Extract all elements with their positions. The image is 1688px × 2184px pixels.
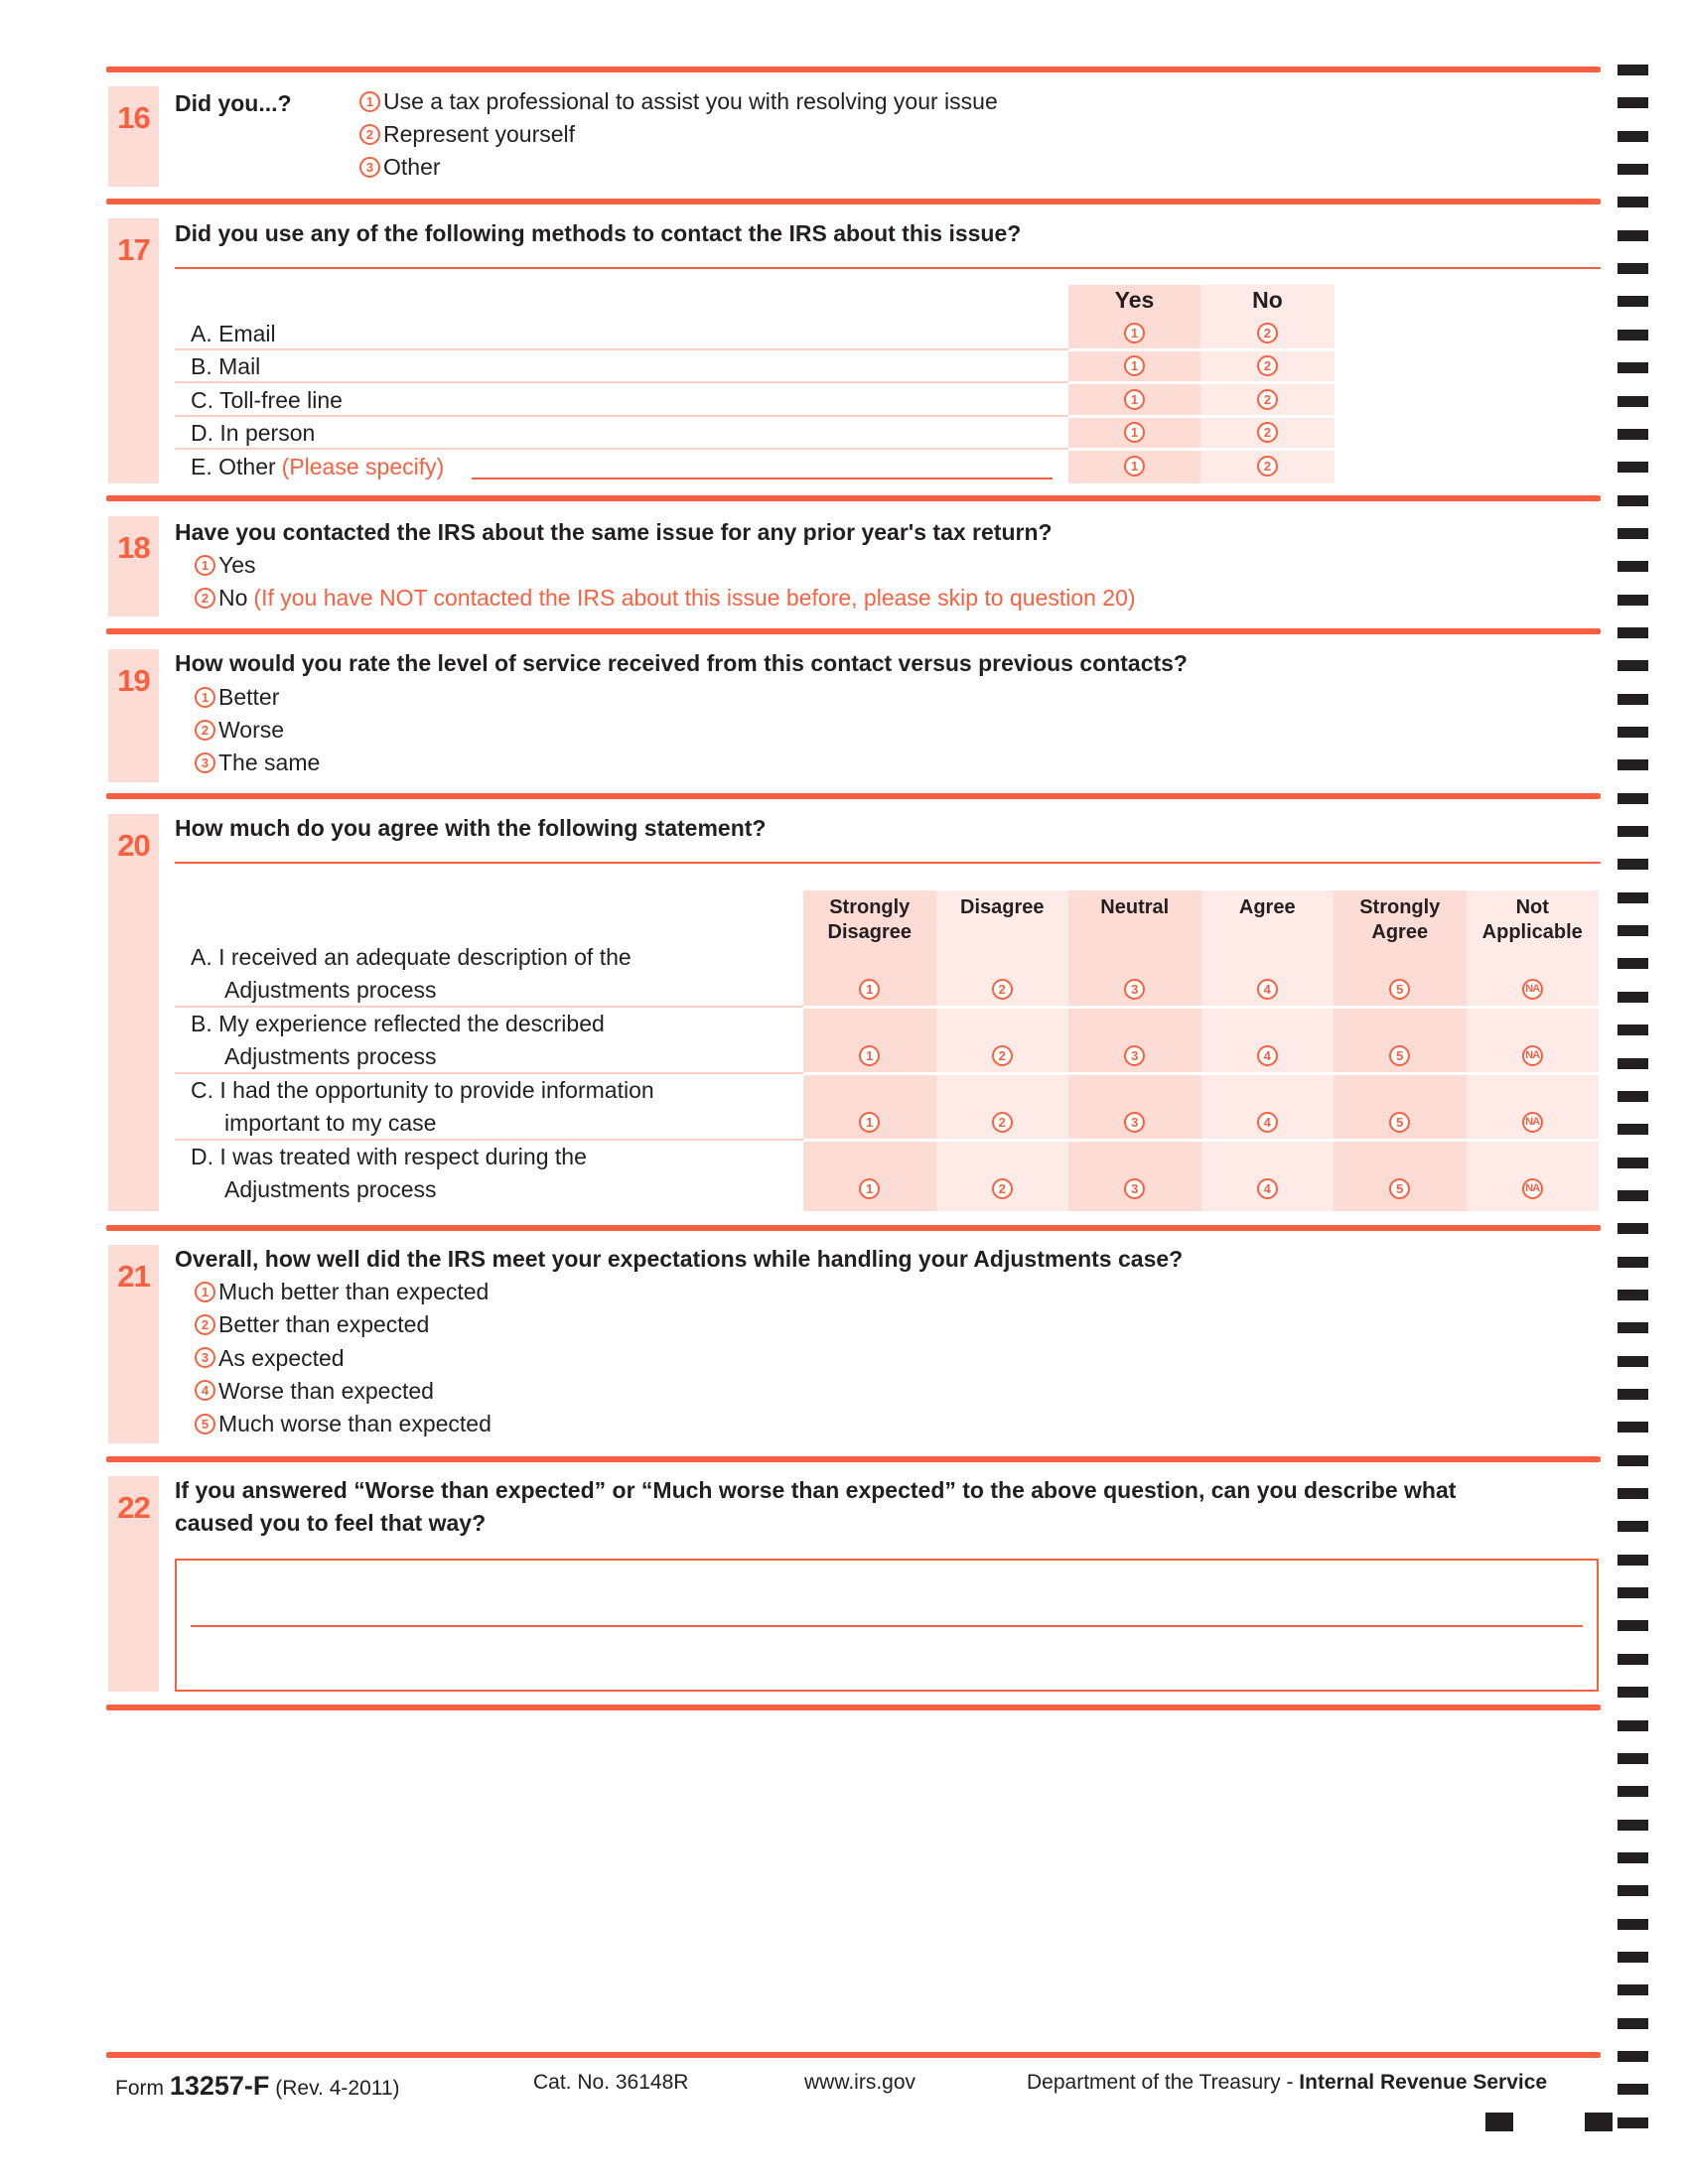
timing-mark <box>1618 462 1648 473</box>
likert-radio-cell[interactable] <box>1068 979 1201 1000</box>
likert-radio-cell[interactable] <box>1467 1112 1600 1133</box>
question-number-block <box>108 814 159 1211</box>
header-line: Neutral <box>1100 896 1170 918</box>
footer-divider <box>106 2052 1601 2058</box>
timing-mark <box>1618 1422 1648 1433</box>
timing-mark <box>1618 1091 1648 1102</box>
radio-cell[interactable] <box>1068 456 1200 477</box>
question-text: Did you...? <box>175 90 292 116</box>
timing-mark <box>1618 1058 1648 1069</box>
radio-circle-icon[interactable]: 5 <box>195 1414 215 1434</box>
question-number: 17 <box>117 232 150 267</box>
radio-circle-icon[interactable]: 2 <box>1257 355 1278 376</box>
timing-mark <box>1618 429 1648 440</box>
radio-cell[interactable] <box>1068 323 1200 343</box>
likert-radio-cell[interactable] <box>1334 1112 1467 1133</box>
department-label: Department of the Treasury - <box>1027 2071 1300 2094</box>
question-underline <box>175 862 1601 864</box>
timing-mark <box>1618 2051 1648 2062</box>
radio-circle-icon[interactable]: 4 <box>1257 979 1278 1000</box>
radio-circle-icon[interactable]: 1 <box>859 1178 880 1199</box>
row-divider <box>803 1072 1599 1075</box>
timing-mark <box>1618 826 1648 837</box>
radio-option[interactable] <box>359 153 441 181</box>
timing-mark <box>1618 561 1648 572</box>
radio-circle-icon[interactable]: 1 <box>195 555 215 576</box>
question-number-block <box>108 516 159 616</box>
radio-circle-icon[interactable]: NA <box>1522 1112 1543 1133</box>
likert-radio-cell[interactable] <box>1201 979 1335 1000</box>
radio-option[interactable] <box>195 716 284 744</box>
radio-circle-icon[interactable]: 2 <box>195 720 215 741</box>
likert-radio-cell[interactable] <box>1201 1045 1335 1066</box>
radio-cell[interactable] <box>1200 389 1335 410</box>
radio-option[interactable] <box>195 1278 489 1305</box>
option-label: The same <box>218 750 321 775</box>
timing-mark <box>1618 1024 1648 1035</box>
method-label: A. Email <box>191 321 276 346</box>
timing-mark <box>1618 197 1648 207</box>
radio-option[interactable] <box>359 120 575 148</box>
likert-radio-cell[interactable] <box>803 1178 936 1199</box>
timing-mark <box>1618 1720 1648 1731</box>
radio-circle-icon[interactable]: 4 <box>195 1380 215 1401</box>
likert-radio-cell[interactable] <box>936 1178 1069 1199</box>
radio-circle-icon[interactable]: 4 <box>1257 1045 1278 1066</box>
radio-circle-icon[interactable]: 1 <box>859 979 880 1000</box>
header-line: Not <box>1515 896 1549 918</box>
section-divider <box>106 1225 1601 1231</box>
method-label: B. Mail <box>191 353 261 379</box>
radio-circle-icon[interactable]: 2 <box>992 1045 1013 1066</box>
radio-option[interactable] <box>195 1410 492 1437</box>
radio-circle-icon[interactable]: 2 <box>1257 323 1278 343</box>
form-revision: (Rev. 4-2011) <box>275 2077 400 2100</box>
row-divider <box>175 448 1068 450</box>
question-number: 19 <box>117 663 150 698</box>
radio-circle-icon[interactable]: 3 <box>1124 1178 1145 1199</box>
question-text: Did you use any of the following methods to contact the IRS about this issue? <box>175 220 1022 246</box>
radio-cell[interactable] <box>1068 422 1200 443</box>
timing-mark <box>1618 1687 1648 1698</box>
timing-mark <box>1618 1852 1648 1863</box>
likert-radio-cell[interactable] <box>1334 1178 1467 1199</box>
likert-column-header <box>1201 895 1335 920</box>
form-number: 13257-F <box>169 2071 270 2101</box>
radio-circle-icon[interactable]: 1 <box>359 91 380 112</box>
timing-mark <box>1618 230 1648 241</box>
header-line: Applicable <box>1481 921 1583 943</box>
radio-circle-icon[interactable]: 5 <box>1389 1178 1410 1199</box>
option-label: Yes <box>218 552 256 578</box>
radio-circle-icon[interactable]: 2 <box>1257 456 1278 477</box>
radio-circle-icon[interactable]: 5 <box>1389 979 1410 1000</box>
radio-circle-icon[interactable]: 1 <box>195 1282 215 1302</box>
radio-circle-icon[interactable]: 2 <box>1257 422 1278 443</box>
radio-circle-icon[interactable]: 1 <box>1124 389 1145 410</box>
question-text: How would you rate the level of service received from this contact versus previous contacts? <box>175 650 1188 676</box>
radio-circle-icon[interactable]: 3 <box>195 752 215 773</box>
question-number-block <box>108 86 159 187</box>
method-row-label <box>191 417 315 450</box>
timing-mark <box>1618 2084 1648 2095</box>
statement-line2: Adjustments process <box>224 1043 437 1069</box>
radio-circle-icon[interactable]: 1 <box>1124 355 1145 376</box>
timing-mark <box>1618 694 1648 705</box>
likert-radio-cell[interactable] <box>1334 1045 1467 1066</box>
radio-option[interactable] <box>195 584 1136 612</box>
likert-radio-cell[interactable] <box>1201 1112 1335 1133</box>
timing-mark <box>1618 1257 1648 1268</box>
timing-mark <box>1618 1455 1648 1466</box>
row-divider <box>803 1006 1599 1009</box>
section-divider <box>106 1456 1601 1462</box>
question-number-block <box>108 1245 159 1443</box>
radio-circle-icon[interactable]: 5 <box>1389 1045 1410 1066</box>
specify-note: (Please specify) <box>281 454 445 479</box>
question-text: How much do you agree with the following statement? <box>175 815 767 841</box>
column-no <box>1200 285 1335 483</box>
radio-circle-icon[interactable]: NA <box>1522 979 1543 1000</box>
row-divider <box>1068 415 1335 418</box>
radio-cell[interactable] <box>1200 422 1335 443</box>
timing-mark <box>1618 627 1648 638</box>
question-number: 16 <box>117 100 150 135</box>
timing-mark <box>1618 131 1648 142</box>
likert-radio-cell[interactable] <box>1068 1178 1201 1199</box>
timing-mark <box>1618 1488 1648 1499</box>
radio-circle-icon[interactable]: 1 <box>1124 323 1145 343</box>
radio-circle-icon[interactable]: 4 <box>1257 1112 1278 1133</box>
radio-circle-icon[interactable]: 2 <box>359 124 380 145</box>
timing-mark <box>1618 1820 1648 1831</box>
timing-mark <box>1618 660 1648 671</box>
radio-circle-icon[interactable]: 1 <box>195 687 215 708</box>
radio-circle-icon[interactable]: 4 <box>1257 1178 1278 1199</box>
radio-option[interactable] <box>195 749 320 776</box>
radio-circle-icon[interactable]: 3 <box>359 157 380 178</box>
likert-radio-cell[interactable] <box>1334 979 1467 1000</box>
timing-mark <box>1618 1521 1648 1532</box>
header-line: Strongly <box>1359 896 1441 918</box>
radio-circle-icon[interactable]: 2 <box>992 1178 1013 1199</box>
question-text: If you answered “Worse than expected” or “Much worse than expected” to the above question, can you describe what <box>175 1477 1457 1503</box>
row-divider <box>1068 448 1335 451</box>
radio-circle-icon[interactable]: 1 <box>859 1112 880 1133</box>
option-label: Better <box>218 684 280 710</box>
column-header: No <box>1252 287 1283 313</box>
timing-mark <box>1618 1952 1648 1963</box>
timing-mark <box>1618 1587 1648 1598</box>
section-divider <box>106 495 1601 501</box>
radio-circle-icon[interactable]: 2 <box>1257 389 1278 410</box>
radio-circle-icon[interactable]: 2 <box>195 1314 215 1335</box>
radio-option[interactable] <box>195 1377 434 1405</box>
likert-radio-cell[interactable] <box>803 1045 936 1066</box>
skip-instruction: (If you have NOT contacted the IRS about this issue before, please skip to question 20) <box>253 585 1136 611</box>
timing-mark <box>1618 1322 1648 1333</box>
method-row-label <box>191 451 444 483</box>
radio-cell[interactable] <box>1068 389 1200 410</box>
radio-option[interactable] <box>195 1344 345 1372</box>
statement-line1: D. I was treated with respect during the <box>191 1144 587 1169</box>
specify-input-line[interactable] <box>472 478 1053 479</box>
section-divider <box>106 199 1601 205</box>
option-label: Worse <box>218 717 285 743</box>
answer-textarea[interactable] <box>177 1561 1601 1694</box>
radio-circle-icon[interactable]: 2 <box>195 588 215 609</box>
timing-mark <box>1618 759 1648 770</box>
statement-line1: B. My experience reflected the described <box>191 1011 605 1036</box>
timing-mark <box>1618 1786 1648 1797</box>
radio-option[interactable] <box>195 683 279 711</box>
timing-mark <box>1618 1190 1648 1201</box>
statement-line2: important to my case <box>224 1110 437 1136</box>
likert-radio-cell[interactable] <box>1068 1045 1201 1066</box>
radio-circle-icon[interactable]: 3 <box>1124 1112 1145 1133</box>
likert-radio-cell[interactable] <box>803 1112 936 1133</box>
likert-column-header <box>936 895 1069 920</box>
timing-mark <box>1618 164 1648 175</box>
timing-mark <box>1618 992 1648 1003</box>
timing-mark <box>1618 65 1648 75</box>
timing-mark <box>1618 1919 1648 1930</box>
catalog-number: Cat. No. 36148R <box>533 2071 689 2094</box>
question-number: 18 <box>117 530 150 565</box>
header-line: Disagree <box>827 921 912 943</box>
timing-mark <box>1618 330 1648 341</box>
header-line: Agree <box>1238 896 1296 918</box>
radio-option[interactable] <box>195 1310 429 1338</box>
method-row-label <box>191 350 260 383</box>
radio-circle-icon[interactable]: 1 <box>1124 422 1145 443</box>
timing-mark <box>1618 1654 1648 1665</box>
department-name <box>1027 2071 1547 2095</box>
timing-mark <box>1618 859 1648 870</box>
radio-cell[interactable] <box>1068 355 1200 376</box>
row-divider <box>175 381 1068 383</box>
timing-mark <box>1618 1984 1648 1995</box>
timing-mark <box>1618 263 1648 274</box>
method-label: C. Toll-free line <box>191 387 343 413</box>
row-divider <box>175 348 1068 350</box>
timing-mark <box>1618 793 1648 804</box>
radio-cell[interactable] <box>1200 355 1335 376</box>
likert-radio-cell[interactable] <box>1068 1112 1201 1133</box>
header-line: Disagree <box>960 896 1045 918</box>
timing-mark <box>1618 97 1648 108</box>
timing-mark <box>1618 595 1648 606</box>
method-label: E. Other <box>191 454 276 479</box>
timing-mark <box>1618 1389 1648 1400</box>
timing-mark <box>1618 1290 1648 1300</box>
question-text: Overall, how well did the IRS meet your expectations while handling your Adjustments case? <box>175 1246 1184 1272</box>
section-divider <box>106 1705 1601 1710</box>
question-number: 21 <box>117 1259 150 1294</box>
radio-circle-icon[interactable]: 3 <box>1124 1045 1145 1066</box>
option-label: Better than expected <box>218 1311 430 1338</box>
method-label: D. In person <box>191 420 316 446</box>
radio-circle-icon[interactable]: 1 <box>859 1045 880 1066</box>
option-label: As expected <box>218 1344 345 1371</box>
statement-line1: A. I received an adequate description of the <box>191 944 632 970</box>
radio-circle-icon[interactable]: 2 <box>992 1112 1013 1133</box>
section-divider <box>106 67 1601 72</box>
section-divider <box>106 628 1601 634</box>
timing-mark <box>1618 1223 1648 1234</box>
option-label: Much worse than expected <box>218 1411 492 1437</box>
likert-radio-cell[interactable] <box>1467 1178 1600 1199</box>
timing-mark <box>1618 1124 1648 1135</box>
method-row-label <box>191 384 343 417</box>
radio-circle-icon[interactable]: 3 <box>195 1347 215 1368</box>
timing-mark <box>1618 296 1648 307</box>
timing-mark <box>1618 958 1648 969</box>
question-text: Have you contacted the IRS about the same issue for any prior year's tax return? <box>175 519 1053 545</box>
section-divider <box>106 793 1601 799</box>
radio-circle-icon[interactable]: NA <box>1522 1178 1543 1199</box>
likert-radio-cell[interactable] <box>1201 1178 1335 1199</box>
row-divider <box>1068 381 1335 384</box>
likert-radio-cell[interactable] <box>1467 1045 1600 1066</box>
radio-circle-icon[interactable]: 3 <box>1124 979 1145 1000</box>
option-label: Worse than expected <box>218 1377 434 1404</box>
timing-mark <box>1618 1555 1648 1566</box>
likert-radio-cell[interactable] <box>936 1045 1069 1066</box>
timing-mark <box>1618 1620 1648 1631</box>
timing-mark <box>1618 1885 1648 1896</box>
agency-name: Internal Revenue Service <box>1299 2071 1548 2094</box>
timing-mark <box>1618 925 1648 936</box>
timing-mark <box>1618 727 1648 738</box>
form-identifier <box>115 2071 400 2102</box>
question-number-block <box>108 1476 159 1692</box>
likert-column-header <box>1334 895 1467 945</box>
method-row-label <box>191 318 276 350</box>
column-yes <box>1068 285 1200 483</box>
timing-mark <box>1618 2117 1648 2128</box>
header-line: Agree <box>1371 921 1429 943</box>
header-line: Strongly <box>829 896 911 918</box>
option-label: Use a tax professional to assist you with resolving your issue <box>383 88 998 114</box>
option-label: Much better than expected <box>218 1279 490 1304</box>
radio-circle-icon[interactable]: 5 <box>1389 1112 1410 1133</box>
radio-cell[interactable] <box>1200 323 1335 343</box>
likert-column-header <box>803 895 936 945</box>
statement-line2: Adjustments process <box>224 1176 437 1202</box>
likert-column-header <box>1467 895 1600 945</box>
question-number: 22 <box>117 1490 150 1525</box>
radio-option[interactable] <box>359 87 998 115</box>
question-number: 20 <box>117 828 150 863</box>
likert-column-header <box>1068 895 1201 920</box>
question-number-block <box>108 218 159 483</box>
question-number-block <box>108 649 159 782</box>
radio-cell[interactable] <box>1200 456 1335 477</box>
timing-mark <box>1618 1356 1648 1367</box>
likert-radio-cell[interactable] <box>936 1112 1069 1133</box>
radio-option[interactable] <box>195 551 256 579</box>
question-underline <box>175 267 1601 269</box>
question-text-continued: caused you to feel that way? <box>175 1510 487 1536</box>
row-divider <box>1068 348 1335 351</box>
form-prefix: Form <box>115 2077 164 2100</box>
timing-mark <box>1618 396 1648 407</box>
timing-mark <box>1618 495 1648 506</box>
option-label: Other <box>383 154 441 180</box>
column-header: Yes <box>1114 287 1155 313</box>
website-link[interactable]: www.irs.gov <box>804 2071 916 2094</box>
registration-mark <box>1585 2113 1613 2131</box>
likert-radio-cell[interactable] <box>803 979 936 1000</box>
free-text-answer-box[interactable] <box>175 1559 1599 1692</box>
timing-mark <box>1618 892 1648 903</box>
option-label: Represent yourself <box>383 121 576 147</box>
row-divider <box>803 1139 1599 1142</box>
statement-line1: C. I had the opportunity to provide information <box>191 1077 654 1103</box>
likert-radio-cell[interactable] <box>936 979 1069 1000</box>
timing-mark <box>1618 1753 1648 1764</box>
timing-mark <box>1618 362 1648 373</box>
radio-circle-icon[interactable]: NA <box>1522 1045 1543 1066</box>
radio-circle-icon[interactable]: 1 <box>1124 456 1145 477</box>
likert-radio-cell[interactable] <box>1467 979 1600 1000</box>
timing-mark <box>1618 1158 1648 1168</box>
registration-mark <box>1485 2113 1513 2131</box>
option-label: No <box>218 585 248 611</box>
timing-mark <box>1618 528 1648 539</box>
timing-mark <box>1618 2018 1648 2029</box>
radio-circle-icon[interactable]: 2 <box>992 979 1013 1000</box>
statement-line2: Adjustments process <box>224 977 437 1003</box>
